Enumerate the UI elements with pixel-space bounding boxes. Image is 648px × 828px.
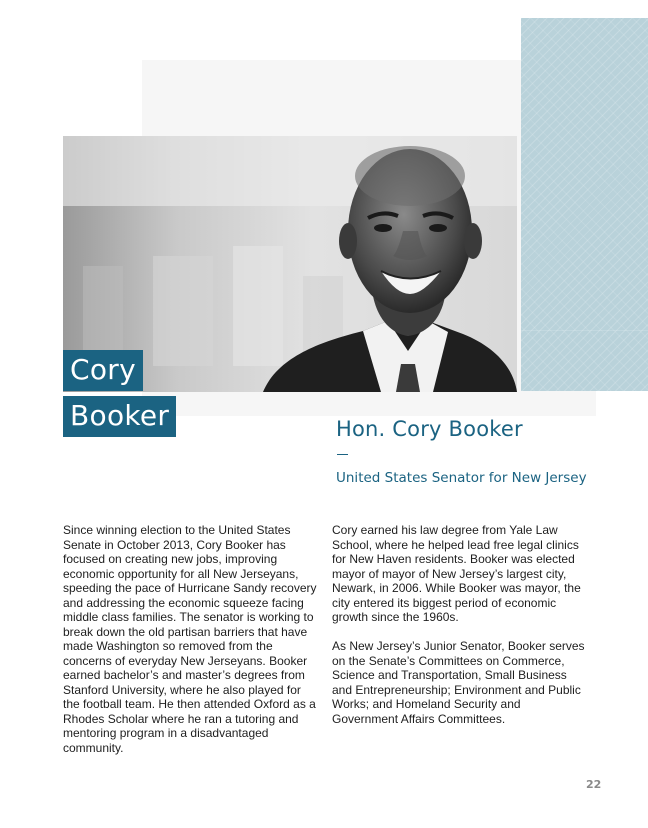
honorific-title: Hon. Cory Booker [336,417,523,441]
name-last: Booker [63,396,176,437]
bio-column-right [332,523,588,741]
title-divider [337,454,348,455]
bio-paragraph: As New Jersey’s Junior Senator, Booker serves on the Senate’s Committees on Commerce, Science and Transportation, Small Business and Entrepreneurship; Environment and Public Works; and Homeland Security and Government Affairs Committees. [332,639,585,726]
bio-paragraph: Cory earned his law degree from Yale Law School, where he helped lead free legal clinics for New Haven residents. Booker was elected mayor of mayor of New Jersey’s largest city, Newark, in 2006. While Booker was mayor, the city entered its biggest period of economic growth since the 1960s. [332,523,581,624]
bio-column-left [63,523,317,770]
decorative-stripe [521,18,648,391]
position-subtitle: United States Senator for New Jersey [336,470,587,486]
page-number: 22 [586,778,602,791]
bio-paragraph: Since winning election to the United States Senate in October 2013, Cory Booker has focused on creating new jobs, improving economic opportunity for all New Jerseyans, speeding the pace of Hurricane Sandy recovery and addressing the economic squeeze facing middle class families. The senator is working to break down the old partisan barriers that have made Washington so removed from the concerns of everyday New Jerseyans. Booker earned bachelor’s and master’s degrees from Stanford University, where he also played for the football team. He then attended Oxford as a Rhodes Scholar where he ran a tutoring and mentoring program in a disadvantaged community. [63,523,317,755]
name-first: Cory [63,350,143,391]
